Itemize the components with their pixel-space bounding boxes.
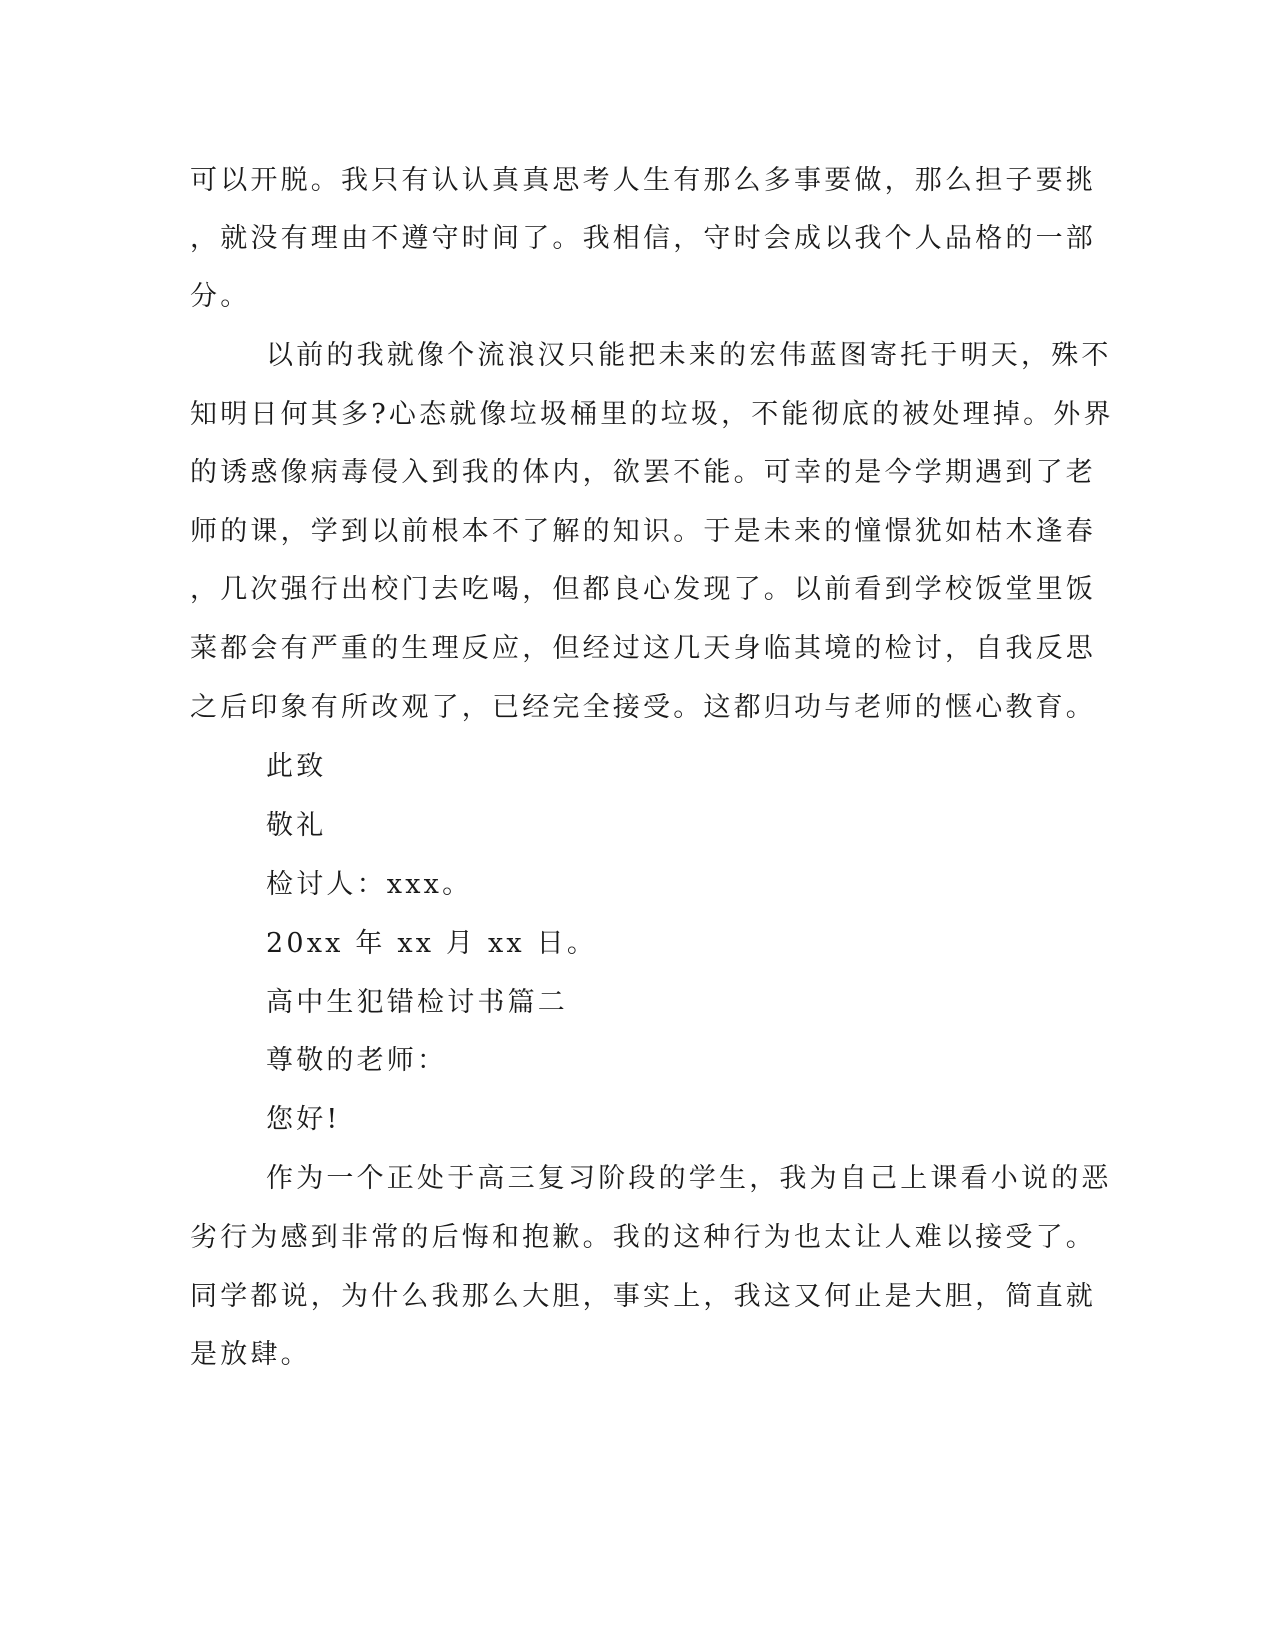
paragraph-3-line-4: 是放肆。 (190, 1339, 311, 1370)
greeting: 您好! (266, 1104, 341, 1135)
paragraph-2-line-2: 知明日何其多?心态就像垃圾桶里的垃圾，不能彻底的被处理掉。外界 (190, 399, 1114, 430)
paragraph-2-line-6: 菜都会有严重的生理反应，但经过这几天身临其境的检讨，自我反思 (190, 633, 1096, 664)
signer: 检讨人：xxx。 (266, 869, 473, 900)
paragraph-1-line-1: 可以开脱。我只有认认真真思考人生有那么多事要做，那么担子要挑 (190, 165, 1096, 196)
paragraph-1-line-3: 分。 (190, 281, 251, 312)
date: 20xx 年 xx 月 xx 日。 (266, 928, 598, 959)
paragraph-3-line-1: 作为一个正处于高三复习阶段的学生，我为自己上课看小说的恶 (266, 1163, 1112, 1194)
paragraph-2-line-3: 的诱惑像病毒侵入到我的体内，欲罢不能。可幸的是今学期遇到了老 (190, 457, 1096, 488)
paragraph-3-line-2: 劣行为感到非常的后悔和抱歉。我的这种行为也太让人难以接受了。 (190, 1222, 1096, 1253)
paragraph-2-line-4: 师的课，学到以前根本不了解的知识。于是未来的憧憬犹如枯木逢春 (190, 516, 1096, 547)
paragraph-2-line-7: 之后印象有所改观了，已经完全接受。这都归功与老师的惬心教育。 (190, 692, 1096, 723)
closing-line-2: 敬礼 (266, 810, 327, 841)
paragraph-2-line-1: 以前的我就像个流浪汉只能把未来的宏伟蓝图寄托于明天，殊不 (266, 340, 1112, 371)
paragraph-1-line-2: ，就没有理由不遵守时间了。我相信，守时会成以我个人品格的一部 (190, 223, 1096, 254)
section-title: 高中生犯错检讨书篇二 (266, 987, 568, 1018)
salutation: 尊敬的老师： (266, 1045, 448, 1076)
closing-line-1: 此致 (266, 751, 327, 782)
paragraph-3-line-3: 同学都说，为什么我那么大胆，事实上，我这又何止是大胆，简直就 (190, 1281, 1096, 1312)
paragraph-2-line-5: ，几次强行出校门去吃喝，但都良心发现了。以前看到学校饭堂里饭 (190, 574, 1096, 605)
